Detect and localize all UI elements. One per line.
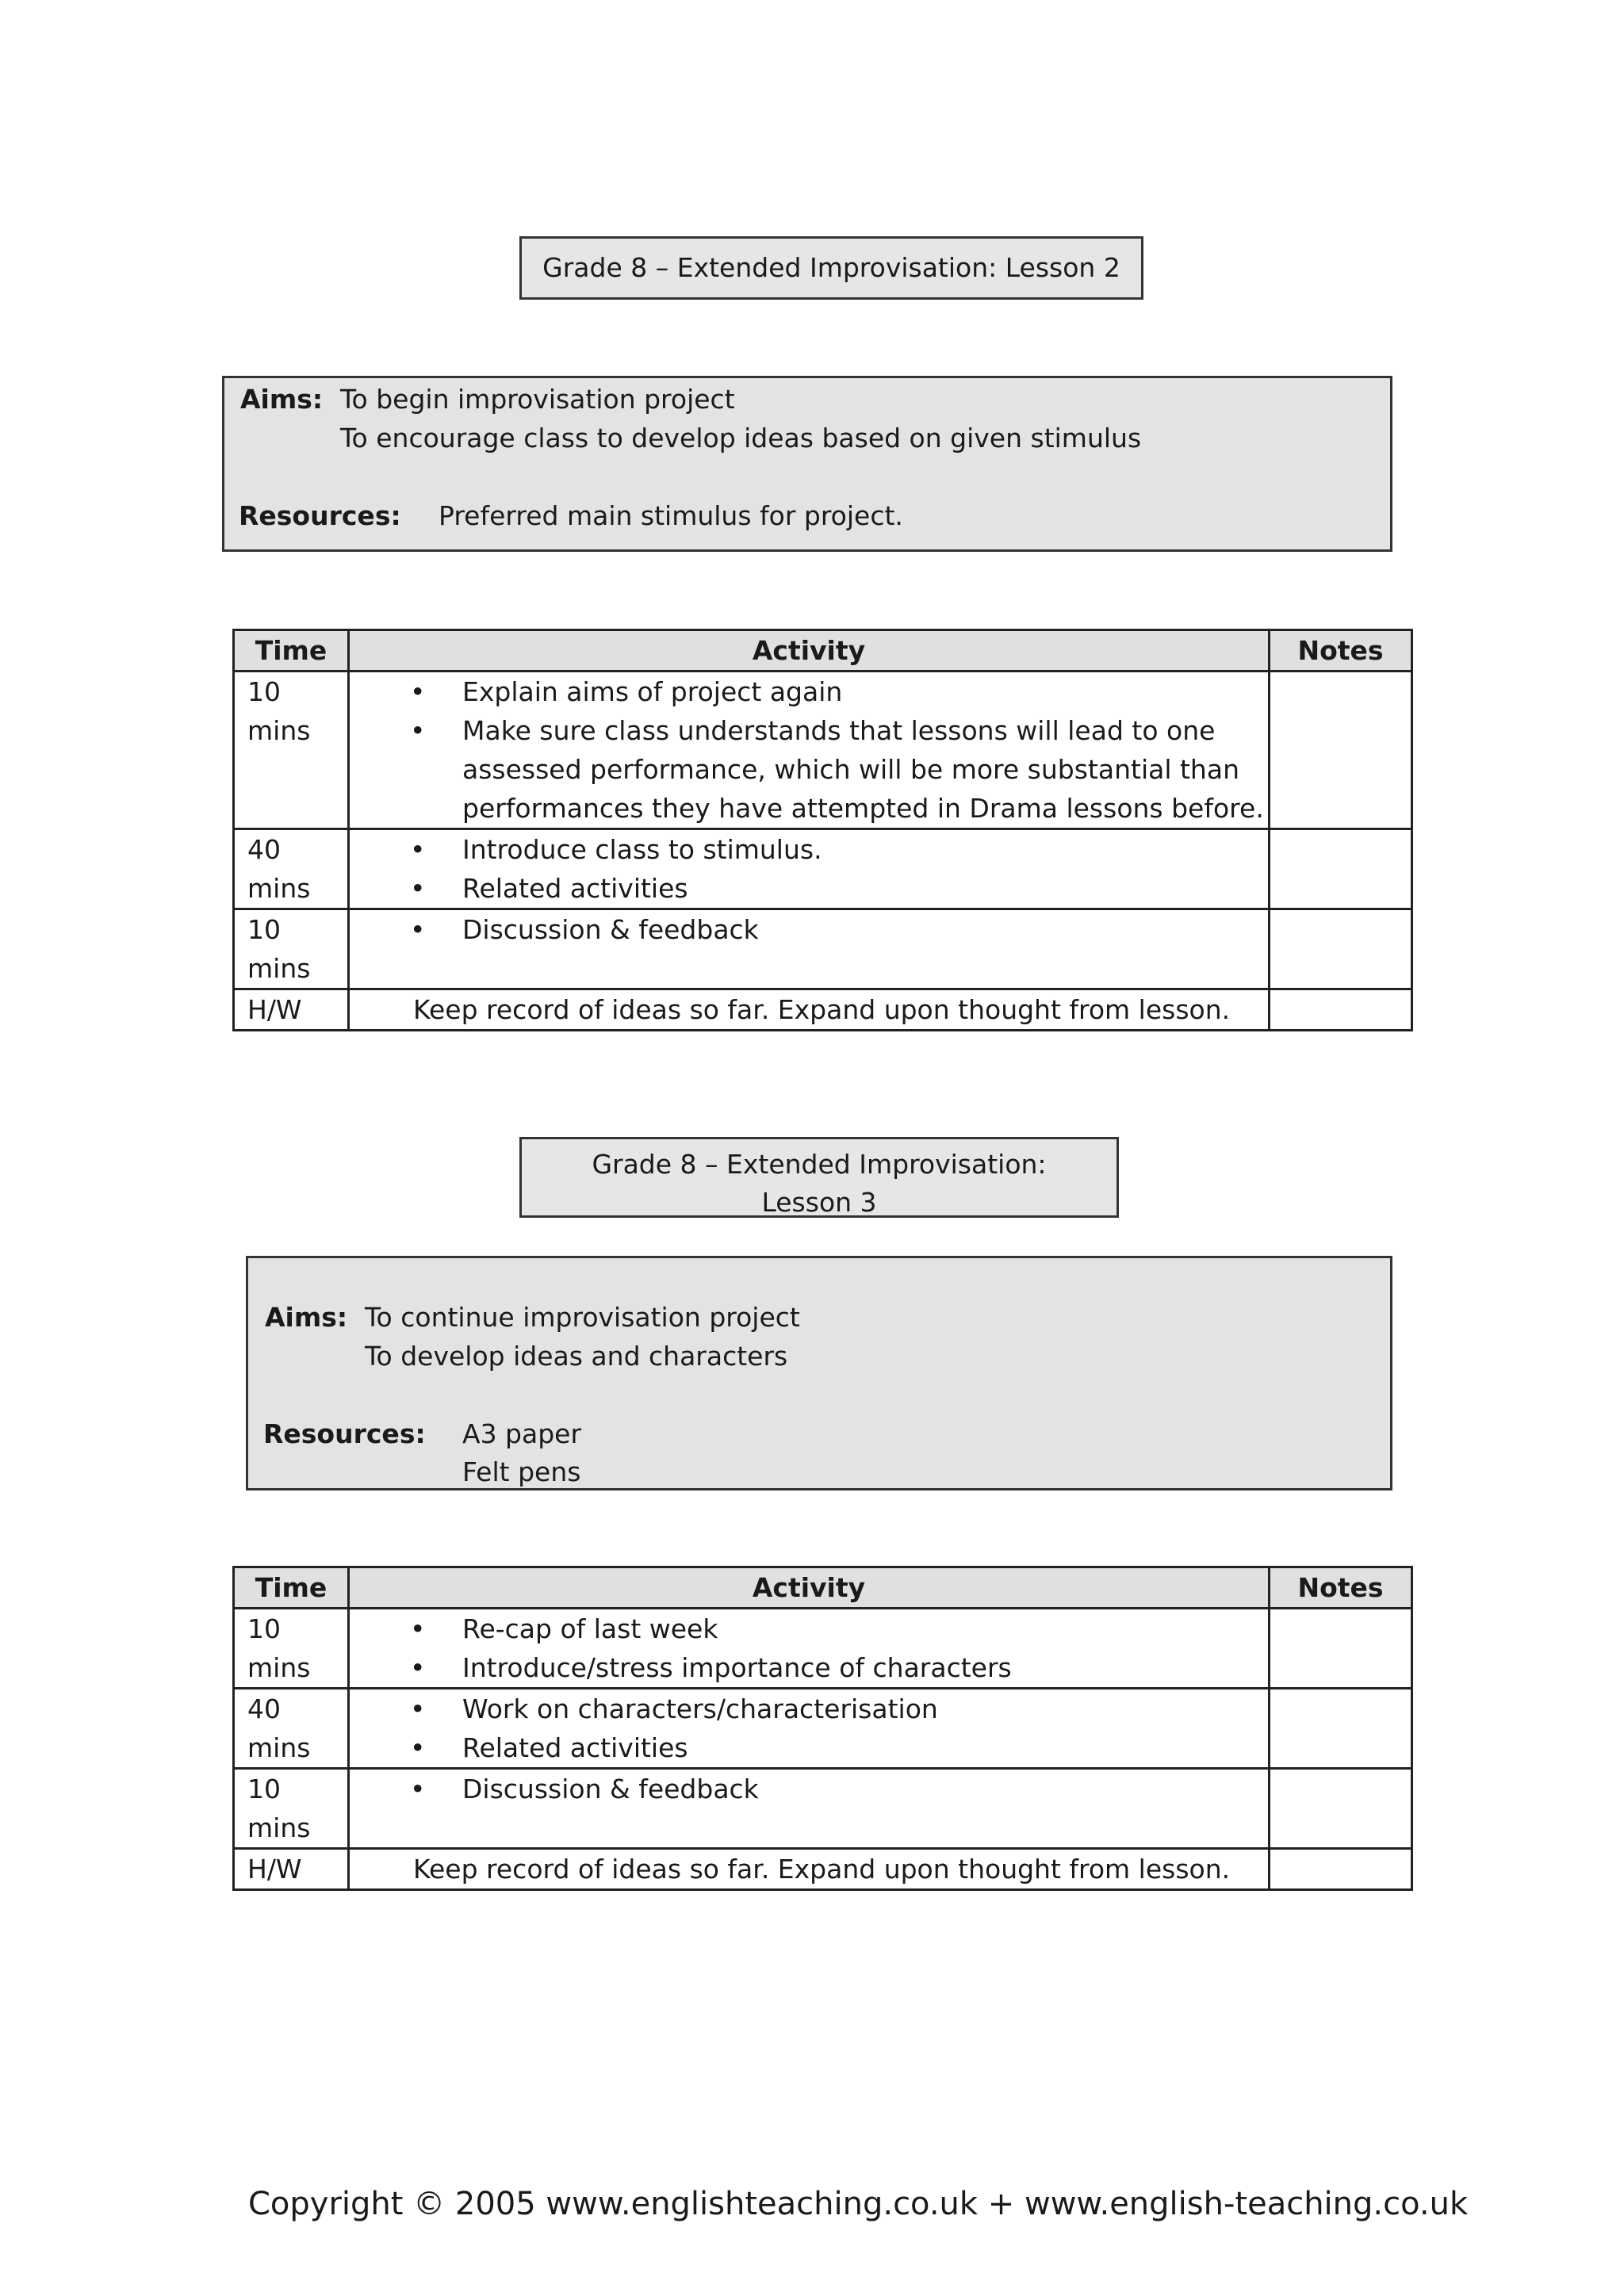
- list-item: • Related activities: [410, 1728, 1268, 1767]
- resource-item: Preferred main stimulus for project.: [439, 500, 903, 531]
- list-item: • Discussion & feedback: [410, 1770, 1268, 1808]
- aims-label: Aims:: [240, 384, 324, 415]
- table-row: [234, 672, 1412, 829]
- table-row: [234, 1769, 1412, 1849]
- list-item: • Work on characters/characterisation: [410, 1689, 1268, 1728]
- list-item: • Discussion & feedback: [410, 910, 1268, 949]
- activity-cell: [349, 1689, 1270, 1769]
- aims-label: Aims:: [265, 1302, 348, 1333]
- aim-item: To begin improvisation project: [340, 384, 735, 415]
- list-item: • Introduce/stress importance of characters: [410, 1648, 1268, 1687]
- notes-header: Notes: [1270, 1567, 1412, 1609]
- list-item: • Related activities: [410, 869, 1268, 908]
- notes-cell: [1270, 1689, 1412, 1769]
- table-row: [234, 909, 1412, 989]
- aim-item: To develop ideas and characters: [365, 1341, 788, 1372]
- list-item: • Re-cap of last week: [410, 1609, 1268, 1648]
- resources-label: Resources:: [263, 1418, 426, 1449]
- notes-header: Notes: [1270, 630, 1412, 672]
- aim-item: To encourage class to develop ideas based on given stimulus: [340, 423, 1142, 453]
- time-cell: 40 mins: [234, 1689, 349, 1769]
- notes-cell: [1270, 989, 1412, 1031]
- resource-item: Felt pens: [462, 1456, 581, 1487]
- aim-item: To continue improvisation project: [365, 1302, 800, 1333]
- time-cell: 10 mins: [234, 672, 349, 829]
- table-row: [234, 1689, 1412, 1769]
- copyright-footer: Copyright © 2005 www.englishteaching.co.uk + www.english-teaching.co.uk: [248, 2186, 1469, 2222]
- time-cell: 40 mins: [234, 829, 349, 909]
- activity-cell: [349, 909, 1270, 989]
- time-header: Time: [234, 630, 349, 672]
- notes-cell: [1270, 672, 1412, 829]
- activity-header: Activity: [349, 1567, 1270, 1609]
- lesson3-aims-box: [246, 1256, 1392, 1490]
- activity-cell: [349, 672, 1270, 829]
- activity-cell: [349, 1769, 1270, 1849]
- activity-cell: [349, 829, 1270, 909]
- list-item: • Make sure class understands that lessons will lead to one assessed performance, which will be more substantial than performances they have attempted in Drama lessons before.: [410, 711, 1268, 828]
- list-item: • Introduce class to stimulus.: [410, 830, 1268, 869]
- time-cell: H/W: [234, 1849, 349, 1890]
- time-cell: 10 mins: [234, 909, 349, 989]
- activity-cell: [349, 1609, 1270, 1689]
- notes-cell: [1270, 1849, 1412, 1890]
- activity-header: Activity: [349, 630, 1270, 672]
- table-row: [234, 989, 1412, 1031]
- lesson3-title: Grade 8 – Extended Improvisation: Lesson 3: [519, 1137, 1119, 1218]
- notes-cell: [1270, 1609, 1412, 1689]
- lesson3-activity-table: [232, 1566, 1413, 1891]
- homework-cell: Keep record of ideas so far. Expand upon thought from lesson.: [349, 989, 1270, 1031]
- lesson2-title: Grade 8 – Extended Improvisation: Lesson 2: [519, 236, 1143, 300]
- lesson2-aims-box: [222, 376, 1392, 552]
- time-cell: 10 mins: [234, 1769, 349, 1849]
- notes-cell: [1270, 1769, 1412, 1849]
- time-cell: 10 mins: [234, 1609, 349, 1689]
- resource-item: A3 paper: [462, 1418, 582, 1449]
- resources-label: Resources:: [239, 500, 401, 531]
- table-row: [234, 1609, 1412, 1689]
- time-header: Time: [234, 1567, 349, 1609]
- list-item: • Explain aims of project again: [410, 672, 1268, 711]
- table-row: [234, 829, 1412, 909]
- notes-cell: [1270, 829, 1412, 909]
- time-cell: H/W: [234, 989, 349, 1031]
- notes-cell: [1270, 909, 1412, 989]
- table-row: [234, 1849, 1412, 1890]
- lesson2-activity-table: [232, 629, 1413, 1031]
- homework-cell: Keep record of ideas so far. Expand upon thought from lesson.: [349, 1849, 1270, 1890]
